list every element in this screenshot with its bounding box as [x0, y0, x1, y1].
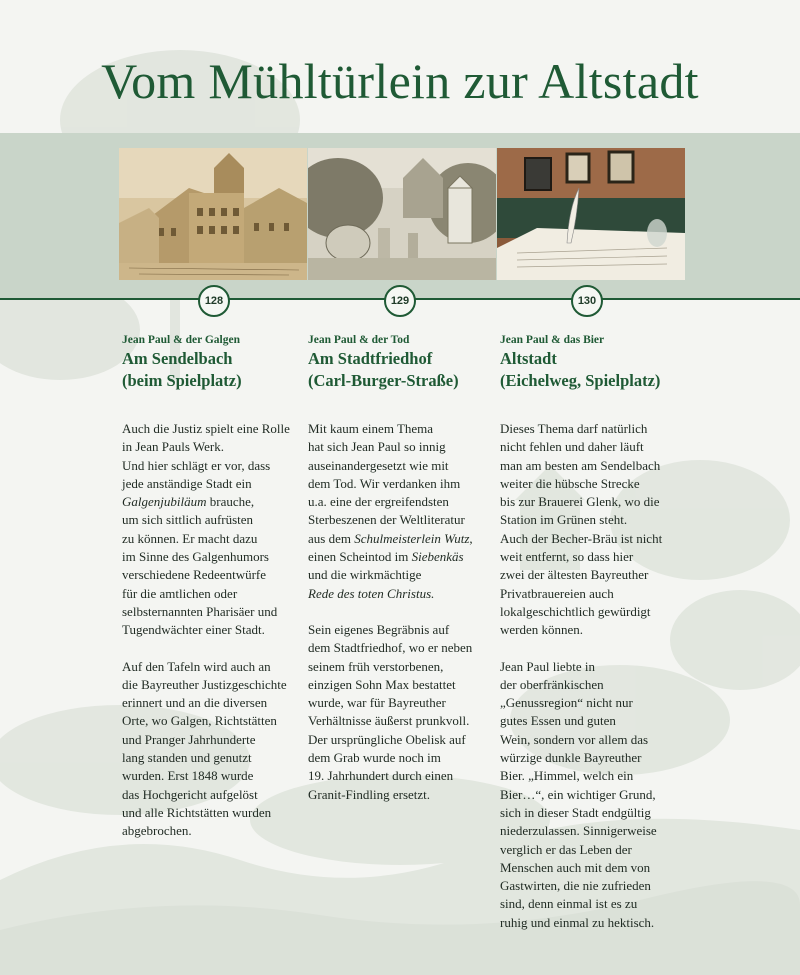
- text-line: zu können. Er macht dazu: [122, 530, 258, 546]
- station-heading: [500, 348, 690, 392]
- work-title: Schulmeisterlein Wutz: [354, 530, 470, 546]
- text-line: um sich sittlich aufrüsten: [122, 512, 254, 528]
- text-line: sind, denn einmal ist es zu: [500, 896, 638, 912]
- text-line: abgebrochen.: [122, 823, 192, 839]
- text-line: Orte, wo Galgen, Richtstätten: [122, 713, 277, 729]
- station-kicker: Jean Paul & der Galgen: [122, 334, 240, 346]
- text-line: Galgenjubiläum brauche,: [122, 494, 255, 510]
- text-line: Auch der Becher-Bräu ist nicht: [500, 530, 663, 546]
- text-line: dem Tod. Wir verdanken ihm: [308, 475, 461, 491]
- text-line: einzigen Sohn Max bestattet: [308, 676, 456, 692]
- station-number-badge: 130: [571, 285, 603, 317]
- text-line: „Genussregion“ nicht nur: [500, 695, 633, 711]
- station-heading: [122, 348, 312, 392]
- station-129-image: [308, 148, 496, 280]
- station-130-image: [497, 148, 685, 280]
- text-line: dem Stadtfriedhof, wo er neben: [308, 640, 473, 656]
- cemetery-lithograph-image: [308, 148, 496, 280]
- text-line: werden können.: [500, 622, 584, 638]
- station-130-column: [500, 334, 690, 950]
- text-line: bis zur Brauerei Glenk, wo die: [500, 494, 660, 510]
- text-line: Sein eigenes Begräbnis auf: [308, 621, 450, 637]
- text-line: und alle Richtstätten wurden: [122, 804, 272, 820]
- station-kicker: Jean Paul & das Bier: [500, 334, 605, 346]
- text-line: Auf den Tafeln wird auch an: [122, 658, 271, 674]
- text-line: 19. Jahrhundert durch einen: [308, 768, 454, 784]
- paragraph: [122, 658, 312, 841]
- text-line: Station im Grünen steht.: [500, 512, 628, 528]
- text-line: Dieses Thema darf natürlich: [500, 421, 648, 436]
- text-line: verglich er das Leben der: [500, 841, 632, 857]
- station-129-column: [308, 334, 498, 822]
- text-line: Und hier schlägt er vor, dass: [122, 457, 271, 473]
- text-line: Bier…“, ein wichtiger Grund,: [500, 786, 656, 802]
- text-line: sich in dieser Stadt endgültig: [500, 804, 651, 820]
- text-line: Wein, sondern vor allem das: [500, 731, 649, 747]
- text-line: Rede des toten Christus.: [308, 585, 435, 601]
- paragraph: [500, 658, 690, 932]
- work-title: Galgenjubiläum: [122, 494, 207, 510]
- station-heading: [308, 348, 498, 392]
- text-line: in Jean Pauls Werk.: [122, 439, 224, 455]
- text-line: niederzulassen. Sinnigerweise: [500, 823, 657, 839]
- text-line: Granit-Findling ersetzt.: [308, 786, 431, 802]
- etching-town-hall-image: [119, 148, 307, 280]
- text-line: selbsternannten Pharisäer und: [122, 603, 278, 619]
- text-line: der oberfränkischen: [500, 676, 604, 692]
- station-heading-line: (beim Spielplatz): [122, 371, 242, 390]
- text-line: u.a. eine der ergreifendsten: [308, 494, 449, 510]
- text-line: auseinandergesetzt wie mit: [308, 457, 449, 473]
- text-line: Jean Paul liebte in: [500, 658, 595, 674]
- text-line: wurden. Erst 1848 wurde: [122, 768, 254, 784]
- text-line: hat sich Jean Paul so innig: [308, 439, 446, 455]
- text-line: im Sinne des Galgenhumors: [122, 549, 269, 565]
- text-line: die Bayreuther Justizgeschichte: [122, 676, 287, 692]
- text-line: Tugendwächter einer Stadt.: [122, 622, 265, 638]
- station-body: [122, 420, 312, 841]
- text-line: Bier. „Himmel, welch ein: [500, 768, 634, 784]
- station-number-badge: 128: [198, 285, 230, 317]
- text-line: lokalgeschichtlich gewürdigt: [500, 603, 651, 619]
- text-line: Privatbrauereien auch: [500, 585, 614, 601]
- text-line: einen Scheintod im Siebenkäs: [308, 549, 464, 565]
- text-line: und Pranger Jahrhunderte: [122, 731, 256, 747]
- station-heading-line: Am Sendelbach: [122, 349, 233, 368]
- writing-desk-photo-image: [497, 148, 685, 280]
- text-line: dem Grab wurde noch im: [308, 750, 441, 766]
- paragraph: [122, 420, 312, 640]
- text-line: lang standen und genutzt: [122, 750, 252, 766]
- text-line: und die wirkmächtige: [308, 567, 422, 583]
- station-heading-line: Altstadt: [500, 349, 557, 368]
- text-line: jede anständige Stadt ein: [122, 475, 252, 491]
- text-line: Mit kaum einem Thema: [308, 421, 434, 436]
- station-body: [308, 420, 498, 804]
- station-heading-line: (Carl-Burger-Straße): [308, 371, 459, 390]
- text-line: Sterbeszenen der Weltliteratur: [308, 512, 465, 528]
- text-line: Auch die Justiz spielt eine Rolle: [122, 421, 290, 436]
- text-line: seinem früh verstorbenen,: [308, 658, 444, 674]
- text-line: Gastwirten, die nie zufrieden: [500, 878, 651, 894]
- text-line: aus dem Schulmeisterlein Wutz,: [308, 530, 473, 546]
- text-line: weit entfernt, so dass hier: [500, 549, 634, 565]
- station-body: [500, 420, 690, 932]
- station-128-image: [119, 148, 307, 280]
- station-number-badge: 129: [384, 285, 416, 317]
- work-title: Siebenkäs: [411, 549, 464, 565]
- text-line: ruhig und einmal zu hektisch.: [500, 914, 655, 930]
- text-line: Verhältnisse äußerst prunkvoll.: [308, 713, 470, 729]
- station-heading-line: Am Stadtfriedhof: [308, 349, 433, 368]
- text-line: Menschen auch mit dem von: [500, 859, 651, 875]
- paragraph: [500, 420, 690, 640]
- text-line: für die amtlichen oder: [122, 585, 238, 601]
- paragraph: [308, 420, 498, 603]
- station-kicker: Jean Paul & der Tod: [308, 334, 410, 346]
- text-line: man am besten am Sendelbach: [500, 457, 661, 473]
- paragraph: [308, 621, 498, 804]
- text-line: verschiedene Redeentwürfe: [122, 567, 267, 583]
- text-line: wurde, war für Bayreuther: [308, 695, 446, 711]
- text-line: würzige dunkle Bayreuther: [500, 750, 642, 766]
- text-line: gutes Essen und guten: [500, 713, 616, 729]
- text-line: nicht fehlen und daher läuft: [500, 439, 644, 455]
- station-128-column: [122, 334, 312, 859]
- text-line: erinnert und an die diversen: [122, 695, 268, 711]
- text-line: das Hochgericht aufgelöst: [122, 786, 258, 802]
- text-line: weiter die hübsche Strecke: [500, 475, 640, 491]
- page-title: Vom Mühltürlein zur Altstadt: [101, 53, 699, 109]
- text-line: zwei der ältesten Bayreuther: [500, 567, 649, 583]
- station-heading-line: (Eichelweg, Spielplatz): [500, 371, 661, 390]
- text-line: Der ursprüngliche Obelisk auf: [308, 731, 466, 747]
